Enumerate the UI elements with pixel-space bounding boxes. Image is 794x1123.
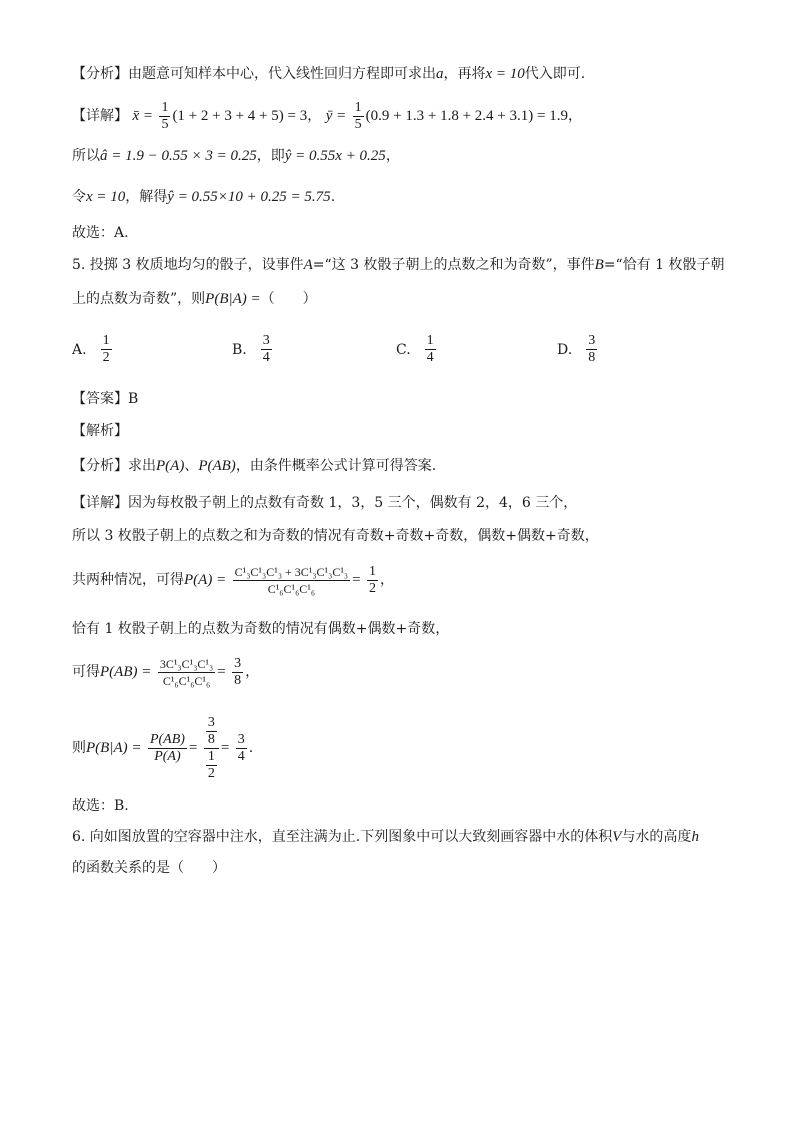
math-expr: ŷ = 0.55x + 0.25 — [284, 148, 386, 164]
punct: . — [248, 740, 254, 756]
choice-a[interactable] — [72, 333, 114, 366]
choice-b[interactable] — [232, 333, 274, 366]
q6-stem-line2: 的函数关系的是（ ） — [72, 860, 226, 876]
frac-den: 4 — [262, 350, 270, 365]
choice-c[interactable] — [396, 333, 438, 366]
q4-detail-line — [72, 96, 582, 136]
punct: ， — [245, 664, 260, 680]
frac-num: 3 — [207, 714, 215, 730]
math-expr: (1 + 2 + 3 + 4 + 5) = 3 — [172, 108, 308, 124]
text: （ ） — [260, 291, 317, 307]
text: ，即 — [256, 148, 285, 164]
math-expr: P(B|A) = — [205, 291, 261, 307]
choice-label: C. — [396, 341, 411, 358]
frac-den: 8 — [207, 731, 215, 747]
punct: 、 — [184, 458, 199, 474]
q5-stem-line1 — [72, 255, 725, 275]
fraction — [206, 749, 217, 782]
math-expr: x̄ = — [132, 108, 153, 124]
q5-detail-line4: 恰有 1 枚骰子朝上的点数为奇数的情况有偶数+偶数+奇数， — [72, 621, 450, 637]
text: 6. 向如图放置的空容器中注水，直至注满为止.下列图象中可以大致刻画容器中水的体积 — [72, 829, 613, 845]
punct: . — [330, 189, 336, 205]
fraction — [159, 100, 170, 133]
text: 所以 — [72, 148, 100, 164]
math-expr: P(A) — [156, 458, 185, 474]
math-var: V — [612, 829, 622, 845]
analysis-text: ，再将 — [443, 66, 486, 82]
q5-answer — [72, 389, 138, 409]
text: 则 — [72, 740, 86, 756]
frac-den: 5 — [354, 116, 362, 132]
fraction — [101, 333, 112, 366]
math-expr: P(A) = — [184, 572, 227, 588]
math-expr: = — [188, 740, 198, 756]
q4-line4 — [72, 187, 335, 207]
punct: ， — [567, 108, 582, 124]
frac-num: 1 — [207, 748, 215, 764]
q5-answer-line: 故选：B. — [72, 798, 129, 814]
analysis-text: 由题意可知样本中心，代入线性回归方程即可求出 — [128, 66, 436, 82]
fraction — [367, 564, 378, 597]
frac-den: C¹₆C¹₆C¹₆ — [267, 581, 316, 596]
punct: ， — [380, 572, 395, 588]
fraction — [233, 564, 350, 597]
fraction — [148, 732, 187, 765]
fraction — [236, 732, 247, 765]
math-expr: â = 1.9 − 0.55 × 3 = 0.25 — [100, 148, 257, 164]
choice-d[interactable] — [557, 333, 599, 366]
text: 共两种情况，可得 — [72, 572, 184, 588]
frac-den: P(A) — [154, 748, 181, 764]
punct: ， — [385, 148, 400, 164]
frac-num: 3 — [234, 655, 242, 671]
q4-answer: 故选：A. — [72, 225, 129, 241]
fraction — [158, 656, 215, 689]
frac-num: 3 — [588, 333, 596, 348]
frac-num: 1 — [426, 333, 434, 348]
q5-detail-line2: 所以 3 枚骰子朝上的点数之和为奇数的情况有奇数+奇数+奇数，偶数+偶数+奇数， — [72, 528, 599, 544]
frac-num: P(AB) — [149, 731, 185, 747]
frac-den: 2 — [369, 580, 377, 596]
math-expr: ȳ = — [325, 108, 347, 124]
q5-detail-line1 — [72, 493, 577, 513]
punct: ， — [307, 108, 322, 124]
q5-stem-line2 — [72, 289, 317, 309]
frac-den: 4 — [426, 350, 434, 365]
frac-num: 1 — [161, 99, 169, 115]
q5-detail-line6 — [72, 710, 253, 786]
q4-line3 — [72, 146, 400, 166]
math-var: B — [594, 257, 604, 273]
fraction — [425, 333, 436, 366]
text: =“恰有 1 枚骰子朝 — [603, 257, 725, 273]
frac-den: 8 — [588, 350, 596, 365]
choice-label: A. — [72, 341, 87, 358]
answer-tag: 【答案】 — [72, 391, 128, 407]
text: 与水的高度 — [621, 829, 692, 845]
frac-num: 3C¹₃C¹₃C¹₃ — [159, 656, 214, 671]
math-expr: = — [352, 572, 361, 588]
detail-tag: 【详解】 — [72, 495, 128, 511]
math-expr: P(AB) = — [100, 664, 152, 680]
frac-den: 4 — [237, 748, 245, 764]
q5-detail-line3 — [72, 560, 394, 600]
fraction — [261, 333, 272, 366]
frac-num: 3 — [237, 731, 245, 747]
compound-fraction — [204, 715, 219, 782]
text: 因为每枚骰子朝上的点数有奇数 1，3，5 三个，偶数有 2，4，6 三个， — [128, 495, 578, 511]
math-expr: ŷ = 0.55×10 + 0.25 = 5.75 — [167, 189, 331, 205]
q4-analysis-line — [72, 64, 585, 84]
text: 上的点数为奇数”，则 — [72, 291, 206, 307]
math-var: A — [303, 257, 313, 273]
text: 令 — [72, 189, 86, 205]
frac-num: 1 — [369, 563, 377, 579]
frac-den: 5 — [161, 116, 169, 132]
fraction — [232, 656, 243, 689]
frac-num: 3 — [262, 333, 270, 348]
math-var: a — [436, 66, 444, 82]
text: ，解得 — [125, 189, 168, 205]
math-expr: x = 10 — [485, 66, 525, 82]
frac-den: C¹₆C¹₆C¹₆ — [162, 673, 211, 688]
q6-stem-line1 — [72, 827, 699, 847]
text: ，由条件概率公式计算可得答案. — [235, 458, 437, 474]
frac-den: 2 — [207, 765, 215, 781]
frac-num: 1 — [102, 333, 110, 348]
math-var: h — [691, 829, 699, 845]
math-expr: x = 10 — [86, 189, 126, 205]
detail-tag: 【详解】 — [72, 108, 128, 124]
math-expr: P(AB) — [198, 458, 236, 474]
frac-den: 2 — [102, 350, 110, 365]
fraction — [586, 333, 597, 366]
math-expr: (0.9 + 1.3 + 1.8 + 2.4 + 3.1) = 1.9 — [365, 108, 568, 124]
fraction — [353, 100, 364, 133]
text: 5. 投掷 3 枚质地均匀的骰子，设事件 — [72, 257, 304, 273]
frac-num: C¹₃C¹₃C¹₃ + 3C¹₃C¹₃C¹₃ — [234, 564, 349, 579]
choice-label: D. — [557, 341, 573, 358]
answer-value: B — [128, 391, 139, 407]
q5-analysis — [72, 456, 436, 476]
frac-num: 1 — [354, 99, 362, 115]
q5-detail-line5 — [72, 652, 259, 692]
choice-label: B. — [232, 341, 247, 358]
math-expr: P(B|A) = — [86, 740, 142, 756]
text: 求出 — [128, 458, 156, 474]
math-expr: = — [217, 664, 226, 680]
text: 可得 — [72, 664, 100, 680]
text: =“这 3 枚骰子朝上的点数之和为奇数”，事件 — [312, 257, 595, 273]
analysis-tag: 【分析】 — [72, 458, 128, 474]
math-expr: = — [220, 740, 230, 756]
fraction — [206, 715, 217, 748]
analysis-text: 代入即可. — [524, 66, 586, 82]
analysis-tag: 【分析】 — [72, 66, 128, 82]
q5-solution-tag: 【解析】 — [72, 423, 128, 439]
frac-den: 8 — [234, 672, 242, 688]
